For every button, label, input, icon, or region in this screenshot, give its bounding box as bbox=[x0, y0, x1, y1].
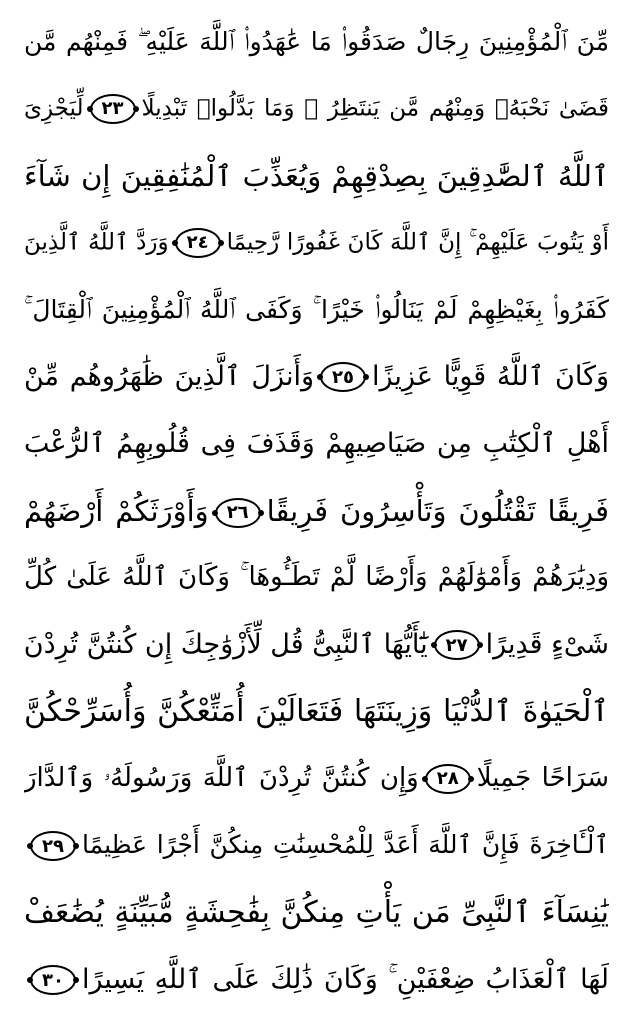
verse-line bbox=[24, 879, 609, 946]
line-segment: وَرَدَّ ٱللَّهُ ٱلَّذِينَ bbox=[24, 229, 169, 255]
line-segment: وَكَانَ ٱللَّهُ قَوِيًّا عَزِيزًا bbox=[372, 360, 609, 392]
line-segment: قَضَىٰ نَحْبَهُۥ وَمِنْهُم مَّن يَنتَظِرُ ۖ وَمَا بَدَّلُوا۟ تَبْدِيلًا bbox=[141, 95, 609, 121]
line-segment: شَىْءٍ قَدِيرًا bbox=[485, 628, 609, 660]
line-segment: وَأَنزَلَ ٱلَّذِينَ ظَٰهَرُوهُم مِّنْ bbox=[24, 360, 315, 392]
ayah-number-marker: ٢٧ bbox=[434, 630, 480, 660]
verse-line bbox=[24, 410, 609, 477]
ayah-number-marker: ٢٦ bbox=[215, 498, 261, 528]
line-segment: كَفَرُوا۟ بِغَيْظِهِمْ لَمْ يَنَالُوا۟ خَيْرًا ۚ وَكَفَى ٱللَّهُ ٱلْمُؤْمِنِينَ ٱلْقِتَالَ ۚ bbox=[24, 294, 609, 324]
line-text bbox=[24, 694, 609, 729]
line-segment: وَأَوْرَثَكُمْ أَرْضَهُمْ bbox=[24, 493, 209, 528]
ayah-number-marker: ٢٥ bbox=[320, 362, 366, 392]
verse-line bbox=[24, 544, 609, 611]
line-segment: ٱلْـَٔاخِرَةَ فَإِنَّ ٱللَّهَ أَعَدَّ لِلْمُحْسِنَٰتِ مِنكُنَّ أَجْرًا عَظِيمًا bbox=[82, 830, 609, 859]
line-segment: وَدِيَٰرَهُمْ وَأَمْوَٰلَهُمْ وَأَرْضًا لَّمْ تَطَـُٔوهَا ۚ وَكَانَ ٱللَّهُ عَلَىٰ كُلِّ bbox=[24, 562, 609, 592]
line-segment: أَوْ يَتُوبَ عَلَيْهِمْ ۚ إِنَّ ٱللَّهَ كَانَ غَفُورًا رَّحِيمًا bbox=[226, 229, 609, 255]
verse-line bbox=[24, 8, 609, 75]
verse-line bbox=[24, 276, 609, 343]
line-text bbox=[24, 494, 609, 528]
ayah-number-marker: ٢٨ bbox=[425, 764, 471, 794]
line-segment: سَرَاحًا جَمِيلًا bbox=[476, 763, 609, 793]
line-segment: لِّيَجْزِىَ bbox=[24, 95, 84, 121]
ayah-number-marker: ٢٤ bbox=[175, 228, 221, 258]
line-text bbox=[24, 830, 609, 861]
line-segment: مِّنَ ٱلْمُؤْمِنِينَ رِجَالٌ صَدَقُوا۟ مَا عَٰهَدُوا۟ ٱللَّهَ عَلَيْهِ ۖ فَمِنْهُم مَّن bbox=[24, 26, 609, 56]
verse-line bbox=[24, 75, 609, 142]
verse-line bbox=[24, 142, 609, 209]
line-segment: وَإِن كُنتُنَّ تُرِدْنَ ٱللَّهَ وَرَسُولَهُۥ وَٱلدَّارَ bbox=[24, 763, 419, 793]
line-segment: ٱللَّهُ ٱلصَّٰدِقِينَ بِصِدْقِهِمْ وَيُعَذِّبَ ٱلْمُنَٰفِقِينَ إِن شَآءَ bbox=[24, 158, 609, 193]
ayah-number-marker: ٢٣ bbox=[90, 94, 136, 124]
line-segment: لَهَا ٱلْعَذَابُ ضِعْفَيْنِ ۚ وَكَانَ ذَٰلِكَ عَلَى ٱللَّهِ يَسِيرًا bbox=[82, 963, 609, 995]
verse-line bbox=[24, 946, 609, 1013]
line-text bbox=[24, 895, 609, 930]
verse-line bbox=[24, 812, 609, 879]
line-text bbox=[24, 228, 609, 258]
line-segment: يَٰٓأَيُّهَا ٱلنَّبِىُّ قُل لِّأَزْوَٰجِكَ إِن كُنتُنَّ تُرِدْنَ bbox=[24, 628, 428, 660]
ayah-number-marker: ٣٠ bbox=[30, 965, 76, 995]
line-text bbox=[24, 295, 609, 325]
ayah-number-marker: ٢٩ bbox=[30, 831, 76, 861]
line-segment: أَهْلِ ٱلْكِتَٰبِ مِن صَيَاصِيهِمْ وَقَذَفَ فِى قُلُوبِهِمُ ٱلرُّعْبَ bbox=[24, 428, 609, 459]
line-text bbox=[24, 629, 609, 661]
line-text bbox=[24, 27, 609, 57]
verse-line bbox=[24, 611, 609, 678]
verse-line bbox=[24, 678, 609, 745]
line-text bbox=[24, 562, 609, 593]
line-text bbox=[24, 428, 609, 459]
line-text bbox=[24, 159, 609, 193]
line-text bbox=[24, 964, 609, 996]
line-segment: فَرِيقًا تَقْتُلُونَ وَتَأْسِرُونَ فَرِيقًا bbox=[266, 493, 609, 528]
line-text bbox=[24, 94, 609, 124]
verse-line bbox=[24, 745, 609, 812]
line-text bbox=[24, 361, 609, 393]
verse-line bbox=[24, 343, 609, 410]
verse-line bbox=[24, 477, 609, 544]
verse-line bbox=[24, 209, 609, 276]
line-segment: يَٰنِسَآءَ ٱلنَّبِىِّ مَن يَأْتِ مِنكُنَّ بِفَٰحِشَةٍ مُّبَيِّنَةٍ يُضَٰعَفْ bbox=[24, 895, 609, 930]
line-segment: ٱلْحَيَوٰةَ ٱلدُّنْيَا وَزِينَتَهَا فَتَعَالَيْنَ أُمَتِّعْكُنَّ وَأُسَرِّحْكُنَّ bbox=[24, 694, 609, 729]
line-text bbox=[24, 763, 609, 794]
